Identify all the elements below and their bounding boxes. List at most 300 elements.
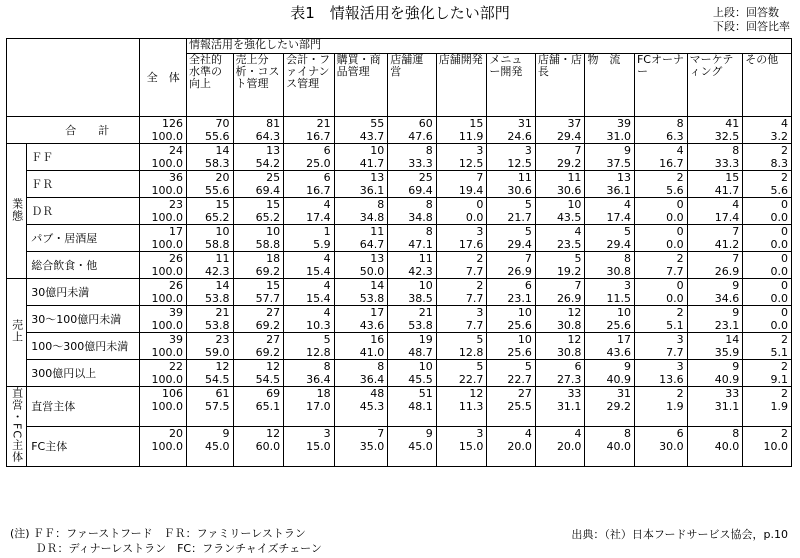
- count-value: 31: [517, 117, 532, 130]
- value-cell: [634, 387, 687, 427]
- count-value: 12: [266, 427, 281, 440]
- ratio-value: 36.1: [606, 184, 631, 197]
- count-value: 37: [567, 117, 582, 130]
- ratio-value: 0.0: [666, 292, 684, 305]
- ratio-value: 7.7: [465, 319, 484, 332]
- group-label-text: 売上: [10, 319, 24, 343]
- value-cell: [284, 117, 335, 144]
- value-cell: [743, 252, 792, 279]
- count-value: 15: [725, 171, 740, 184]
- ratio-value: 65.2: [205, 211, 230, 224]
- ratio-value: 41.7: [714, 184, 740, 197]
- ratio-value: 30.6: [507, 184, 532, 197]
- ratio-value: 7.7: [666, 346, 684, 359]
- column-header: 店舗開発: [436, 54, 487, 117]
- ratio-value: 7.7: [465, 292, 484, 305]
- ratio-value: 21.7: [507, 211, 532, 224]
- table-row: [7, 279, 792, 306]
- column-header: メニュー開発: [487, 54, 536, 117]
- ratio-value: 100.0: [151, 211, 183, 224]
- ratio-value: 40.9: [606, 373, 631, 386]
- count-value: 3: [476, 306, 484, 319]
- count-value: 10: [567, 198, 582, 211]
- header-total: 全 体: [140, 39, 187, 117]
- ratio-value: 100.0: [151, 373, 183, 386]
- count-value: 5: [574, 252, 582, 265]
- count-value: 5: [323, 333, 331, 346]
- value-cell: [187, 306, 234, 333]
- table-row: [7, 117, 792, 144]
- ratio-value: 20.0: [556, 440, 582, 453]
- count-value: 20: [169, 427, 183, 440]
- count-value: 6: [676, 427, 684, 440]
- value-cell: [284, 333, 335, 360]
- count-value: 2: [781, 171, 788, 184]
- count-value: 0: [781, 306, 788, 319]
- count-value: 106: [162, 387, 183, 400]
- value-cell: [585, 333, 635, 360]
- ratio-value: 100.0: [151, 319, 183, 332]
- count-value: 11: [418, 252, 433, 265]
- ratio-value: 25.6: [606, 319, 631, 332]
- ratio-value: 69.2: [255, 346, 281, 359]
- value-cell: [187, 333, 234, 360]
- legend-lower: 下段：回答比率: [713, 20, 790, 33]
- count-value: 9: [222, 427, 230, 440]
- ratio-value: 5.9: [313, 238, 331, 251]
- ratio-value: 34.6: [714, 292, 740, 305]
- count-value: 70: [215, 117, 230, 130]
- count-value: 27: [266, 306, 281, 319]
- value-cell: [187, 144, 234, 171]
- value-cell: [140, 171, 187, 198]
- value-cell: [687, 144, 743, 171]
- value-cell: [388, 333, 437, 360]
- ratio-value: 43.6: [606, 346, 631, 359]
- ratio-value: 36.1: [359, 184, 385, 197]
- count-value: 8: [377, 360, 385, 373]
- count-value: 33: [725, 387, 740, 400]
- ratio-value: 5.1: [770, 346, 788, 359]
- count-value: 6: [524, 279, 532, 292]
- count-value: 0: [676, 279, 684, 292]
- ratio-value: 8.3: [770, 157, 788, 170]
- ratio-value: 43.7: [359, 130, 385, 143]
- count-value: 3: [476, 427, 484, 440]
- value-cell: [140, 279, 187, 306]
- ratio-value: 9.1: [770, 373, 788, 386]
- ratio-value: 15.0: [458, 440, 484, 453]
- count-value: 7: [377, 427, 385, 440]
- ratio-value: 100.0: [151, 238, 183, 251]
- count-value: 8: [425, 225, 433, 238]
- count-value: 3: [476, 225, 484, 238]
- ratio-value: 15.0: [306, 440, 331, 453]
- count-value: 39: [169, 306, 183, 319]
- ratio-value: 45.0: [408, 440, 433, 453]
- value-cell: [187, 279, 234, 306]
- ratio-value: 23.5: [556, 238, 582, 251]
- ratio-value: 19.4: [458, 184, 484, 197]
- ratio-value: 47.1: [408, 238, 433, 251]
- value-cell: [284, 306, 335, 333]
- count-value: 10: [517, 333, 532, 346]
- value-cell: [634, 198, 687, 225]
- column-header: 売上分析・コスト管理: [233, 54, 284, 117]
- ratio-value: 57.7: [255, 292, 281, 305]
- value-cell: [334, 171, 388, 198]
- count-value: 4: [781, 117, 788, 130]
- ratio-value: 69.2: [255, 319, 281, 332]
- count-value: 0: [676, 225, 684, 238]
- count-value: 12: [567, 333, 582, 346]
- ratio-value: 0.0: [770, 292, 788, 305]
- group-label-text: 直営・FC主体: [10, 387, 24, 464]
- value-cell: [233, 171, 284, 198]
- value-cell: [743, 117, 792, 144]
- count-value: 0: [781, 279, 788, 292]
- value-cell: [535, 144, 585, 171]
- count-value: 11: [215, 252, 230, 265]
- ratio-value: 11.5: [606, 292, 631, 305]
- value-cell: [233, 279, 284, 306]
- ratio-value: 26.9: [714, 265, 740, 278]
- value-cell: [284, 252, 335, 279]
- ratio-value: 100.0: [151, 130, 183, 143]
- value-cell: [743, 360, 792, 387]
- ratio-value: 55.6: [205, 184, 230, 197]
- count-value: 17: [616, 333, 631, 346]
- value-cell: [233, 333, 284, 360]
- count-value: 5: [524, 198, 532, 211]
- value-cell: [284, 360, 335, 387]
- value-cell: [687, 360, 743, 387]
- count-value: 26: [169, 252, 183, 265]
- count-value: 3: [676, 333, 684, 346]
- ratio-value: 27.3: [556, 373, 582, 386]
- value-cell: [634, 333, 687, 360]
- ratio-value: 69.4: [408, 184, 433, 197]
- value-cell: [284, 144, 335, 171]
- value-cell: [233, 252, 284, 279]
- count-value: 4: [623, 198, 631, 211]
- value-cell: [187, 252, 234, 279]
- count-value: 2: [476, 279, 484, 292]
- value-cell: [687, 427, 743, 467]
- value-cell: [140, 360, 187, 387]
- value-cell: [284, 225, 335, 252]
- footnote: [10, 526, 322, 556]
- value-cell: [334, 225, 388, 252]
- value-cell: [436, 198, 487, 225]
- row-label: パブ・居酒屋: [27, 225, 140, 252]
- ratio-value: 53.8: [408, 319, 433, 332]
- ratio-value: 45.0: [205, 440, 230, 453]
- count-value: 11: [517, 171, 532, 184]
- ratio-value: 29.4: [507, 238, 532, 251]
- value-cell: [634, 225, 687, 252]
- ratio-value: 50.0: [359, 265, 385, 278]
- count-value: 51: [418, 387, 433, 400]
- value-cell: [140, 427, 187, 467]
- table-row: [7, 360, 792, 387]
- value-cell: [487, 306, 536, 333]
- ratio-value: 17.6: [458, 238, 484, 251]
- value-cell: [535, 198, 585, 225]
- value-cell: [687, 198, 743, 225]
- ratio-value: 34.8: [408, 211, 433, 224]
- column-header: マーケティング: [687, 54, 743, 117]
- ratio-value: 10.0: [763, 440, 788, 453]
- count-value: 2: [676, 171, 684, 184]
- table-row: [7, 252, 792, 279]
- ratio-value: 100.0: [151, 292, 183, 305]
- value-cell: [585, 360, 635, 387]
- value-cell: [388, 225, 437, 252]
- count-value: 10: [517, 306, 532, 319]
- value-cell: [743, 333, 792, 360]
- ratio-value: 43.5: [556, 211, 582, 224]
- value-cell: [585, 279, 635, 306]
- value-cell: [187, 117, 234, 144]
- value-cell: [585, 306, 635, 333]
- row-label: ＦＦ: [27, 144, 140, 171]
- value-cell: [233, 387, 284, 427]
- count-value: 21: [215, 306, 230, 319]
- count-value: 15: [266, 279, 281, 292]
- table-row: [7, 171, 792, 198]
- value-cell: [187, 360, 234, 387]
- count-value: 8: [425, 198, 433, 211]
- count-value: 10: [616, 306, 631, 319]
- value-cell: [334, 198, 388, 225]
- value-cell: [535, 252, 585, 279]
- header-group: 情報活用を強化したい部門: [187, 39, 792, 54]
- count-value: 5: [524, 225, 532, 238]
- count-value: 23: [169, 198, 183, 211]
- count-value: 8: [623, 252, 631, 265]
- value-cell: [743, 387, 792, 427]
- column-header: 物 流: [585, 54, 635, 117]
- value-cell: [436, 427, 487, 467]
- count-value: 0: [781, 225, 788, 238]
- value-cell: [436, 333, 487, 360]
- row-label: 30～100億円未満: [27, 306, 140, 333]
- value-cell: [585, 117, 635, 144]
- count-value: 9: [425, 427, 433, 440]
- count-value: 17: [169, 225, 183, 238]
- count-value: 2: [781, 333, 788, 346]
- count-value: 25: [418, 171, 433, 184]
- value-cell: [743, 279, 792, 306]
- count-value: 24: [169, 144, 183, 157]
- value-cell: [585, 427, 635, 467]
- value-cell: [687, 117, 743, 144]
- count-value: 4: [323, 306, 331, 319]
- column-header: 店舗・店長: [535, 54, 585, 117]
- value-cell: [334, 279, 388, 306]
- table-row: [7, 144, 792, 171]
- value-cell: [535, 360, 585, 387]
- value-cell: [334, 333, 388, 360]
- column-header: その他: [743, 54, 792, 117]
- ratio-value: 64.7: [359, 238, 385, 251]
- count-value: 4: [676, 144, 684, 157]
- value-cell: [585, 387, 635, 427]
- value-cell: [334, 252, 388, 279]
- ratio-value: 100.0: [151, 157, 183, 170]
- ratio-value: 30.6: [556, 184, 582, 197]
- count-value: 8: [676, 117, 684, 130]
- ratio-value: 33.3: [408, 157, 433, 170]
- ratio-value: 11.3: [458, 400, 484, 413]
- count-value: 26: [169, 279, 183, 292]
- ratio-value: 0.0: [770, 211, 788, 224]
- count-value: 4: [323, 252, 331, 265]
- value-cell: [140, 333, 187, 360]
- row-label: 総合飲食・他: [27, 252, 140, 279]
- ratio-value: 48.1: [408, 400, 433, 413]
- count-value: 4: [323, 198, 331, 211]
- ratio-value: 45.5: [408, 373, 433, 386]
- ratio-value: 29.4: [606, 238, 631, 251]
- value-cell: [233, 225, 284, 252]
- value-cell: [487, 225, 536, 252]
- count-value: 12: [567, 306, 582, 319]
- count-value: 2: [781, 144, 788, 157]
- row-label: 300億円以上: [27, 360, 140, 387]
- ratio-value: 40.9: [714, 373, 740, 386]
- value-cell: [687, 171, 743, 198]
- value-cell: [687, 279, 743, 306]
- value-cell: [233, 427, 284, 467]
- ratio-value: 25.6: [507, 319, 532, 332]
- value-cell: [233, 198, 284, 225]
- count-value: 55: [370, 117, 385, 130]
- table-row: [7, 306, 792, 333]
- legend: [713, 6, 790, 34]
- ratio-value: 53.8: [205, 319, 230, 332]
- ratio-value: 41.2: [714, 238, 740, 251]
- count-value: 8: [732, 144, 740, 157]
- count-value: 18: [266, 252, 281, 265]
- ratio-value: 60.0: [255, 440, 281, 453]
- value-cell: [388, 252, 437, 279]
- count-value: 23: [215, 333, 230, 346]
- count-value: 69: [266, 387, 281, 400]
- count-value: 10: [370, 144, 385, 157]
- count-value: 9: [623, 360, 631, 373]
- ratio-value: 30.8: [556, 319, 582, 332]
- count-value: 11: [370, 225, 385, 238]
- value-cell: [388, 306, 437, 333]
- ratio-value: 25.5: [507, 400, 532, 413]
- value-cell: [743, 306, 792, 333]
- ratio-value: 64.3: [255, 130, 281, 143]
- count-value: 15: [215, 198, 230, 211]
- value-cell: [388, 279, 437, 306]
- ratio-value: 40.0: [714, 440, 740, 453]
- count-value: 14: [215, 279, 230, 292]
- ratio-value: 31.1: [714, 400, 740, 413]
- group-label: [7, 387, 27, 467]
- count-value: 3: [476, 144, 484, 157]
- value-cell: [140, 117, 187, 144]
- count-value: 3: [323, 427, 331, 440]
- count-value: 13: [370, 252, 385, 265]
- count-value: 12: [266, 360, 281, 373]
- ratio-value: 26.9: [507, 265, 532, 278]
- value-cell: [743, 198, 792, 225]
- count-value: 7: [732, 225, 740, 238]
- ratio-value: 41.0: [359, 346, 385, 359]
- count-value: 19: [418, 333, 433, 346]
- table-row: [7, 333, 792, 360]
- value-cell: [187, 198, 234, 225]
- value-cell: [585, 198, 635, 225]
- value-cell: [687, 333, 743, 360]
- value-cell: [487, 198, 536, 225]
- ratio-value: 69.2: [255, 265, 281, 278]
- ratio-value: 30.8: [606, 265, 631, 278]
- ratio-value: 0.0: [770, 238, 788, 251]
- count-value: 2: [676, 252, 684, 265]
- count-value: 9: [732, 306, 740, 319]
- count-value: 20: [215, 171, 230, 184]
- ratio-value: 0.0: [770, 265, 788, 278]
- group-label-text: 業態: [10, 197, 24, 222]
- ratio-value: 69.4: [255, 184, 281, 197]
- count-value: 7: [476, 171, 484, 184]
- value-cell: [436, 360, 487, 387]
- count-value: 3: [524, 144, 532, 157]
- ratio-value: 36.4: [359, 373, 385, 386]
- count-value: 14: [215, 144, 230, 157]
- ratio-value: 29.2: [606, 400, 631, 413]
- legend-upper: 上段：回答数: [713, 6, 779, 19]
- column-header: FCオーナー: [634, 54, 687, 117]
- ratio-value: 13.6: [659, 373, 684, 386]
- ratio-value: 25.6: [507, 346, 532, 359]
- value-cell: [585, 252, 635, 279]
- value-cell: [233, 360, 284, 387]
- count-value: 15: [469, 117, 484, 130]
- value-cell: [388, 117, 437, 144]
- value-cell: [233, 144, 284, 171]
- count-value: 5: [623, 225, 631, 238]
- count-value: 16: [370, 333, 385, 346]
- value-cell: [334, 144, 388, 171]
- column-header: 全社的水準の向上: [187, 54, 234, 117]
- value-cell: [487, 144, 536, 171]
- count-value: 9: [623, 144, 631, 157]
- ratio-value: 1.9: [666, 400, 684, 413]
- count-value: 0: [781, 252, 788, 265]
- table-row: [7, 427, 792, 467]
- value-cell: [487, 387, 536, 427]
- count-value: 4: [524, 427, 532, 440]
- ratio-value: 15.4: [306, 292, 331, 305]
- ratio-value: 53.8: [205, 292, 230, 305]
- value-cell: [140, 306, 187, 333]
- count-value: 2: [476, 252, 484, 265]
- ratio-value: 100.0: [151, 265, 183, 278]
- ratio-value: 24.6: [507, 130, 532, 143]
- value-cell: [535, 427, 585, 467]
- count-value: 2: [781, 427, 788, 440]
- ratio-value: 33.3: [714, 157, 740, 170]
- count-value: 12: [215, 360, 230, 373]
